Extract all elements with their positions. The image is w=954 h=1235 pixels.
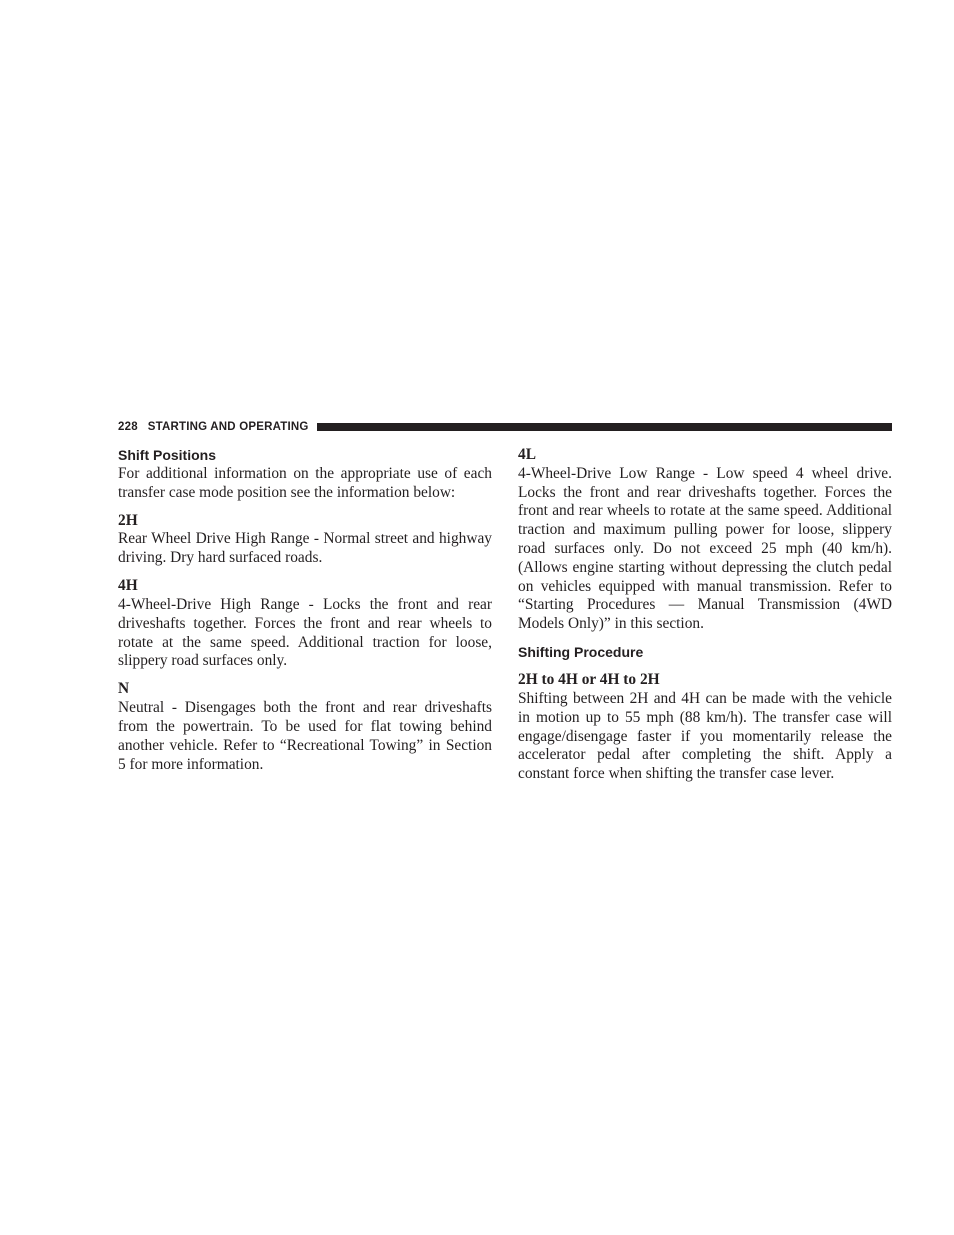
mode-4l-text: 4-Wheel-Drive Low Range - Low speed 4 wheel drive. Locks the front and rear driveshafts together. Forces the front and rear wheels to rotate at the same speed. Additional traction and maximum pulling power for loose, slippery road surfaces only. Do not exceed 25 mph (40 km/h). (Allows engine starting without depressing the clutch pedal on vehicles equipped with manual transmission. Refer to “Starting Procedures — Manual Transmission (4WD Models Only)” in this section. (518, 464, 892, 633)
shift-2h-4h-heading: 2H to 4H or 4H to 2H (518, 671, 660, 689)
shift-positions-heading: Shift Positions (118, 447, 216, 463)
left-column (118, 446, 492, 774)
right-column (518, 446, 892, 784)
shift-positions-intro: For additional information on the appropriate use of each transfer case mode position see the information below: (118, 464, 492, 501)
mode-n-label: N (118, 680, 130, 698)
mode-2h-label: 2H (118, 511, 138, 529)
shift-2h-4h-text: Shifting between 2H and 4H can be made with the vehicle in motion up to 55 mph (88 km/h). The transfer case will engage/disengage faster if you momentarily release the accelerator pedal after completing the shift. Apply a constant force when shifting the transfer case lever. (518, 689, 892, 783)
shifting-procedure-heading: Shifting Procedure (518, 644, 644, 661)
mode-2h-text: Rear Wheel Drive High Range - Normal street and highway driving. Dry hard surfaced roads. (118, 530, 492, 567)
section-title: STARTING AND OPERATING (147, 421, 309, 433)
header-rule (317, 423, 892, 431)
page-number: 228 (118, 421, 138, 433)
mode-4h-text: 4-Wheel-Drive High Range - Locks the front and rear driveshafts together. Forces the front and rear wheels to rotate at the same speed. Additional traction for loose, slippery road surfaces only. (118, 595, 492, 670)
mode-4l-label: 4L (518, 446, 536, 463)
mode-4h-label: 4H (118, 577, 138, 595)
mode-n-text: Neutral - Disengages both the front and rear driveshafts from the powertrain. To be used for flat towing behind another vehicle. Refer to “Recreational Towing” in Section 5 for more information. (118, 699, 492, 773)
page-header (118, 419, 892, 435)
